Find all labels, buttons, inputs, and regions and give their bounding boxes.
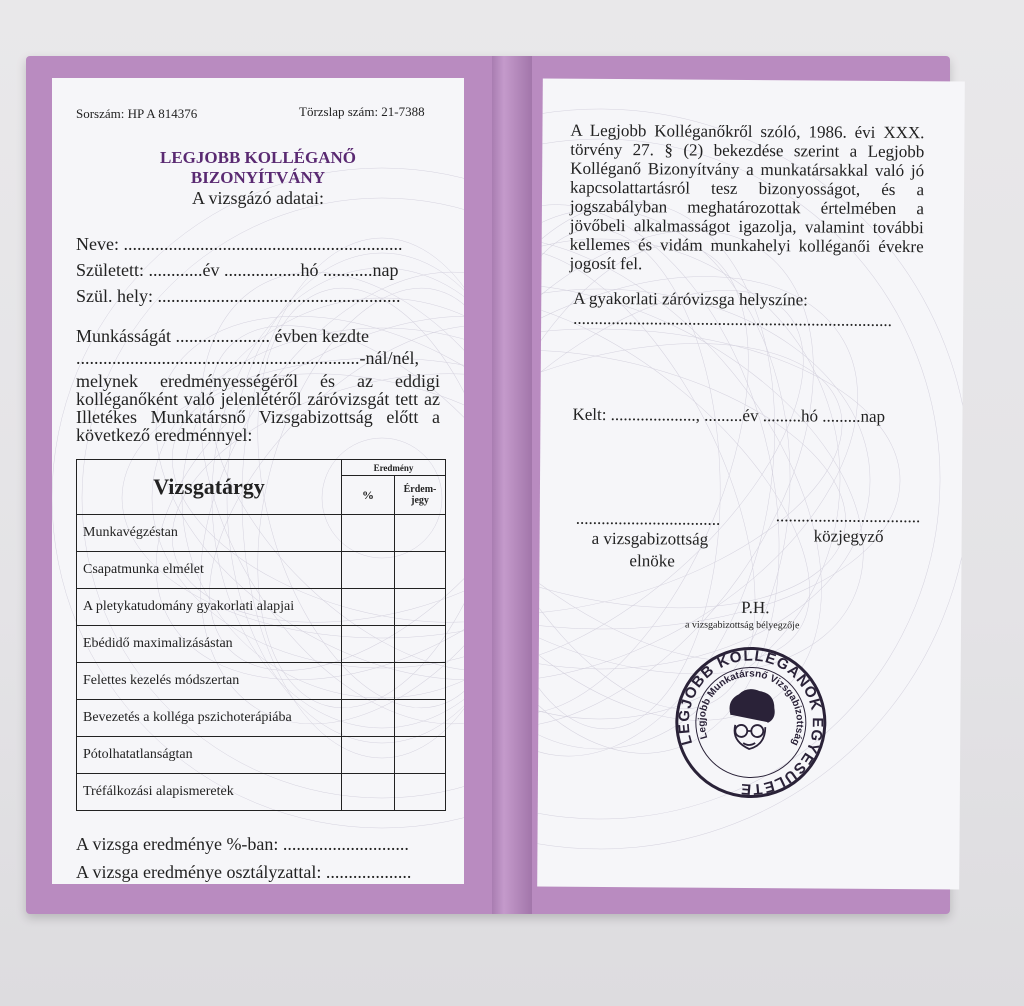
law-text: A Legjobb Kolléganőkről szóló, 1986. évi XXX. törvény 27. § (2) bekezdése szerint a Legjobb Kolléganő Bizonyítvány a munkatársakkal való jó kapcsolattartásról tesz bizonyosságot, és a jogszabályban meghatározottak értelmében a jövőbeli alkalmasságot igazolja, valamint további kellemes és vidám munkahelyi kolléganői évekre jogosít fel. — [569, 120, 925, 274]
subject-name: Pótolhatatlanságtan — [77, 737, 342, 774]
chair-signature-line: .................................. — [575, 508, 721, 529]
percent-cell — [342, 774, 395, 811]
table-row — [77, 589, 446, 626]
name-field: Neve: .............................................................. — [76, 234, 403, 254]
percent-header: % — [342, 476, 395, 515]
chair-label-line2: elnöke — [629, 551, 675, 571]
grade-cell — [395, 700, 446, 737]
notary-label: közjegyző — [813, 526, 884, 546]
percent-cell — [342, 700, 395, 737]
grade-header: Érdem- jegy — [395, 476, 446, 515]
certificate-title-line2: BIZONYÍTVÁNY — [190, 168, 326, 187]
right-page — [537, 79, 965, 890]
chair-label-line1: a vizsgabizottság — [591, 528, 709, 549]
serial-number: Sorszám: HP A 814376 — [76, 106, 198, 121]
percent-cell — [342, 737, 395, 774]
notary-signature-line: .................................. — [775, 506, 921, 527]
percent-cell — [342, 552, 395, 589]
percent-cell — [342, 626, 395, 663]
grade-cell — [395, 737, 446, 774]
exam-location-field: ........................................................................... — [573, 308, 892, 330]
subject-name: Csapatmunka elmélet — [77, 552, 342, 589]
left-page — [52, 78, 464, 884]
work-start-line: Munkásságát ..................... évben kezdte — [76, 326, 369, 346]
ph-label: P.H. — [741, 597, 770, 618]
birthplace-field: Szül. hely: ...................................................... — [76, 286, 401, 306]
examinee-data-header: A vizsgázó adatai: — [192, 188, 324, 208]
subject-name: Felettes kezelés módszertan — [77, 663, 342, 700]
percent-cell — [342, 663, 395, 700]
result-grade-field: A vizsga eredménye osztályzattal: ................... — [76, 862, 412, 882]
birth-date-field: Született: ............év .................hó ...........nap — [76, 260, 399, 280]
register-number: Törzslap szám: 21-7388 — [299, 104, 425, 119]
table-row — [77, 700, 446, 737]
grade-cell — [395, 774, 446, 811]
exam-statement: melynek eredményességéről és az eddigi kolléganőként való jelenlétéről záróvizsgát tett az Illetékes Munkatársnő Vizsgabizottság előtt a következő eredménnyel: — [76, 371, 440, 445]
grade-cell — [395, 515, 446, 552]
subject-header: Vizsgatárgy — [77, 460, 342, 515]
table-row — [77, 663, 446, 700]
workplace-line: ...............................................................-nál/nél, — [76, 348, 419, 368]
subject-name: Ebédidő maximalizásástan — [77, 626, 342, 663]
grade-cell — [395, 589, 446, 626]
subject-name: A pletykatudomány gyakorlati alapjai — [77, 589, 342, 626]
table-row — [77, 774, 446, 811]
exam-location-label: A gyakorlati záróvizsga helyszíne: — [573, 288, 808, 310]
stamp-caption: a vizsgabizottság bélyegzője — [684, 619, 800, 632]
subjects-table — [76, 459, 446, 811]
stamp-inner-text: Legjobb Munkatársnő Vizsgabizottság — [696, 668, 805, 748]
table-row — [77, 515, 446, 552]
subject-name: Bevezetés a kolléga pszichoterápiába — [77, 700, 342, 737]
table-row — [77, 626, 446, 663]
date-field: Kelt: ...................., .........év .........hó .........nap — [572, 404, 886, 426]
association-stamp — [673, 644, 829, 800]
grade-cell — [395, 552, 446, 589]
stamp-outer-text: LEGJOBB KOLLÉGANŐK EGYESÜLETE — [675, 647, 826, 798]
result-percent-field: A vizsga eredménye %-ban: ............................ — [76, 834, 409, 854]
subject-name: Munkavégzéstan — [77, 515, 342, 552]
subject-name: Tréfálkozási alapismeretek — [77, 774, 342, 811]
result-header: Eredmény — [342, 460, 446, 476]
grade-cell — [395, 663, 446, 700]
certificate-title-line1: LEGJOBB KOLLÉGANŐ — [159, 148, 356, 167]
percent-cell — [342, 515, 395, 552]
percent-cell — [342, 589, 395, 626]
cover-spine — [492, 56, 532, 914]
table-row — [77, 737, 446, 774]
grade-cell — [395, 626, 446, 663]
table-row — [77, 552, 446, 589]
portrait-icon — [730, 690, 774, 749]
